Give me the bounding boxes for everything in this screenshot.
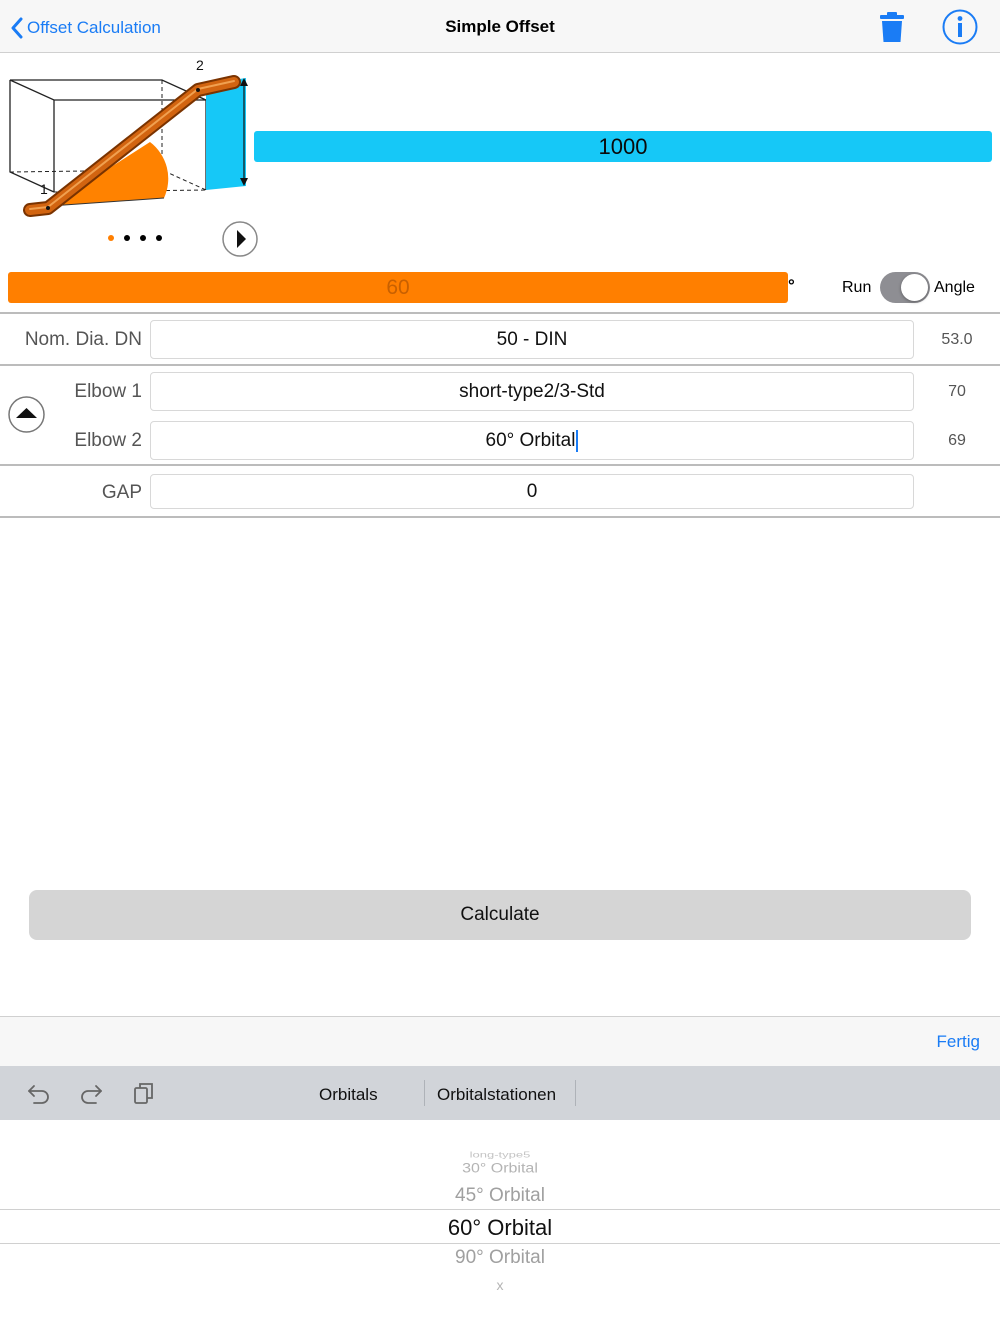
suggestion-item[interactable]: Orbitals [319,1085,378,1104]
toggle-knob [901,274,928,301]
nom-dia-side-value: 53.0 [941,331,973,348]
text-cursor [576,430,578,452]
divider [575,1080,576,1106]
paste-icon[interactable] [131,1080,157,1106]
info-icon[interactable] [942,9,978,45]
offset-value-bar[interactable]: 1000 [254,131,992,162]
degree-sign: ° [788,276,795,295]
elbow2-field[interactable] [150,421,914,460]
divider [0,364,1000,366]
keyboard-accessory-bar [0,1016,1000,1066]
elbow1-side-value: 70 [948,383,966,400]
angle-label: Angle [934,279,975,296]
back-button-label: Offset Calculation [27,18,161,37]
picker-selection-line [0,1209,1000,1210]
next-page-icon[interactable] [222,221,258,257]
picker-option[interactable]: 30° Orbital [462,1161,538,1176]
nom-dia-label: Nom. Dia. DN [24,329,142,350]
divider [0,516,1000,518]
page-dot [108,235,114,241]
gap-field[interactable]: 0 [150,474,914,509]
page-indicator[interactable] [105,232,165,244]
end-point-label: 2 [196,57,204,73]
page-title: Simple Offset [445,17,555,36]
keyboard-shortcut-bar [0,1066,1000,1120]
start-point-label: 1 [40,181,48,197]
elbow2-side-value: 69 [948,432,966,449]
picker-option[interactable]: long-type5 [469,1149,531,1160]
collapse-up-icon[interactable] [8,396,45,433]
trash-icon[interactable] [878,11,906,43]
divider [424,1080,425,1106]
elbow2-label: Elbow 2 [74,430,142,451]
suggestion-item[interactable]: Orbitalstationen [437,1085,557,1104]
divider [0,312,1000,314]
gap-label: GAP [101,482,142,503]
elbow2-value: 60° Orbital [485,430,576,451]
page-dot [156,235,162,241]
navigation-bar [0,0,1000,53]
picker-option[interactable]: x [496,1277,504,1293]
undo-icon[interactable] [26,1080,52,1106]
elbow-picker[interactable] [0,1120,1000,1334]
picker-selection-line [0,1243,1000,1244]
angle-value-bar[interactable]: 60 [8,272,788,303]
calculate-button[interactable]: Calculate [29,890,971,940]
offset-diagram [8,56,253,224]
page-dot [140,235,146,241]
picker-option[interactable]: 45° Orbital [455,1185,545,1206]
done-button[interactable]: Fertig [936,1032,980,1051]
redo-icon[interactable] [78,1080,104,1106]
elbow1-label: Elbow 1 [74,381,142,402]
nom-dia-field[interactable]: 50 - DIN [150,320,914,359]
picker-selected-option[interactable]: 60° Orbital [447,1215,553,1240]
picker-option[interactable]: 90° Orbital [455,1247,545,1268]
run-label: Run [842,279,872,296]
elbow1-field[interactable]: short-type2/3-Std [150,372,914,411]
divider [0,464,1000,466]
page-dot [124,235,130,241]
run-angle-toggle[interactable] [880,272,930,303]
